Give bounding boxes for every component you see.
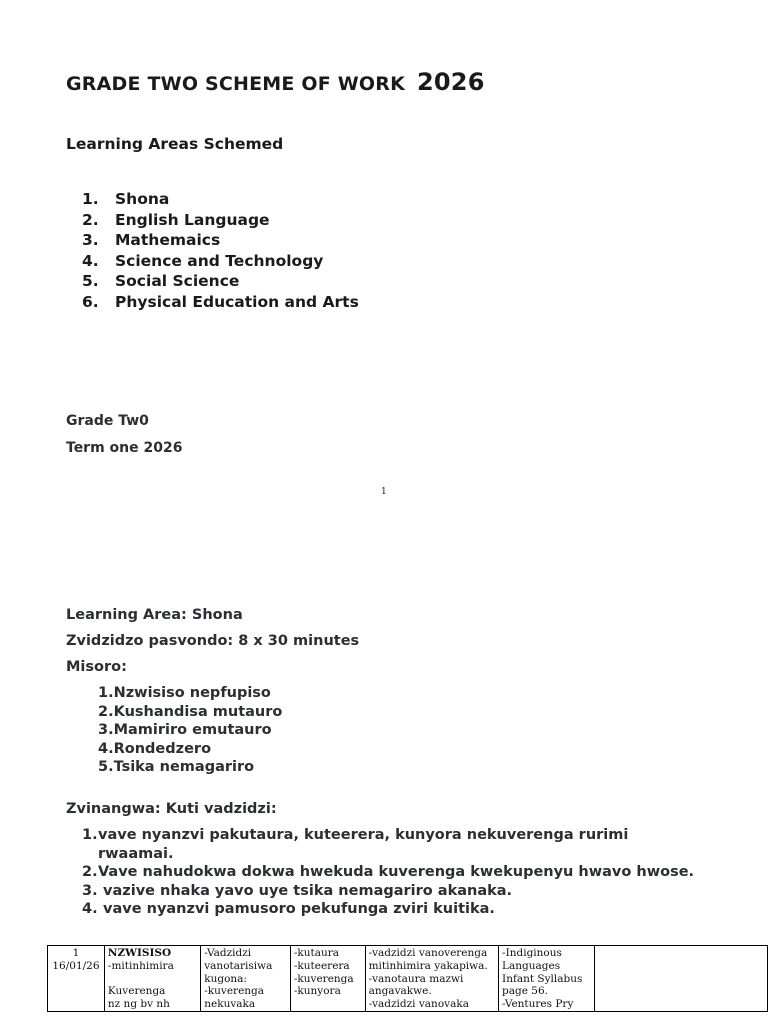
cell-line: mitinhimira yakapiwa.	[368, 959, 488, 972]
title-year: 2026	[417, 68, 485, 96]
cell-line: kugona:	[204, 972, 247, 985]
list-number: 6.	[82, 292, 99, 311]
cell-line: -kuteerera	[293, 959, 350, 972]
periods-label: Zvidzidzo pasvondo: 8 x 30 minutes	[66, 633, 360, 649]
cell-line: page 56.	[502, 985, 548, 998]
topic-item: 1.Nzwisiso nepfupiso	[98, 685, 271, 701]
cell-line: -Vadzidzi	[204, 947, 252, 959]
cell-line: -kuverenga	[204, 985, 265, 998]
learning-areas-heading: Learning Areas Schemed	[66, 135, 284, 153]
content-cell	[290, 946, 365, 1012]
learning-area-item	[82, 230, 359, 251]
week-cell	[48, 946, 105, 1012]
objective-item	[82, 826, 742, 863]
objective-item	[82, 900, 742, 919]
list-number: 1.	[82, 190, 99, 208]
subtopic-2: Kuverenga	[107, 985, 166, 998]
objectives-cell	[201, 946, 291, 1012]
remarks-cell	[595, 946, 768, 1012]
objective-item	[82, 882, 742, 901]
list-number: 5.	[82, 272, 99, 291]
list-label: Science and Technology	[115, 251, 324, 270]
objective-continuation: rwaamai.	[98, 845, 174, 862]
scheme-table	[47, 945, 768, 1012]
week-number: 1	[72, 947, 80, 959]
list-number: 2.	[82, 210, 99, 229]
sounds: nz ng bv nh	[107, 998, 170, 1011]
page-number: 1	[381, 487, 387, 497]
objective-number: 3.	[82, 882, 98, 899]
spacer	[108, 973, 197, 986]
learning-area-item	[82, 292, 359, 313]
cell-line: -vadzidzi vanoverenga	[368, 947, 488, 959]
topic-item: 4.Rondedzero	[98, 740, 212, 757]
cell-line: Infant Syllabus	[502, 972, 583, 985]
cell-line: -Indiginous	[502, 947, 562, 959]
objective-text: Vave nahudokwa dokwa hwekuda kuverenga kwekupenyu hwavo hwose.	[98, 864, 695, 880]
topic-item: 2.Kushandisa mutauro	[98, 703, 283, 720]
list-label: Social Science	[115, 272, 240, 291]
document-title	[66, 68, 485, 96]
table-row	[48, 946, 768, 1012]
cell-line: nekuvaka	[204, 998, 256, 1011]
grade-label: Grade Tw0	[66, 413, 149, 429]
learning-areas-list	[82, 189, 359, 313]
subtopic: -mitinhimira	[107, 959, 174, 972]
learning-area-item	[82, 271, 359, 292]
cell-line: -kutaura	[293, 947, 340, 959]
list-label: Mathemaics	[115, 231, 221, 250]
activities-cell	[365, 946, 498, 1012]
cell-line: -kunyora	[293, 985, 341, 998]
list-number: 4.	[82, 251, 99, 270]
learning-area-label: Learning Area: Shona	[66, 607, 243, 623]
cell-line: -kuverenga	[293, 972, 354, 985]
objective-text: vave nyanzvi pakutaura, kuteerera, kunyora nekuverenga rurimi	[98, 827, 629, 843]
objective-number: 4.	[82, 901, 98, 917]
topic-item: 5.Tsika nemagariro	[98, 759, 255, 776]
title-text: GRADE TWO SCHEME OF WORK	[66, 73, 405, 95]
list-number: 3.	[82, 231, 99, 250]
objective-text: vazive nhaka yavo uye tsika nemagariro akanaka.	[98, 882, 513, 899]
cell-line: -vadzidzi vanovaka	[368, 998, 469, 1011]
topics-heading: Misoro:	[66, 659, 127, 675]
cell-line: Languages	[502, 959, 561, 972]
cell-line: -Ventures Pry	[502, 998, 574, 1011]
objective-text: vave nyanzvi pamusoro pekufunga zviri kuitika.	[98, 901, 495, 917]
learning-area-item	[82, 251, 359, 272]
cell-line: vanotarisiwa	[204, 959, 273, 972]
topics-list	[98, 684, 282, 777]
topic-title: NZWISISO	[107, 947, 172, 959]
cell-line: angavakwe.	[368, 985, 432, 998]
cell-line: -vanotaura mazwi	[368, 972, 464, 985]
term-label: Term one 2026	[66, 440, 183, 456]
learning-area-item	[82, 189, 359, 210]
resources-cell	[499, 946, 595, 1012]
list-label: English Language	[115, 210, 270, 229]
list-label: Physical Education and Arts	[115, 292, 359, 311]
week-date: 16/01/26	[52, 959, 100, 972]
topic-cell	[104, 946, 200, 1012]
list-label: Shona	[115, 190, 170, 208]
learning-area-item	[82, 210, 359, 231]
objective-number: 1.	[82, 827, 98, 843]
objective-number: 2.	[82, 864, 98, 880]
objective-item	[82, 863, 742, 882]
objectives-heading: Zvinangwa: Kuti vadzidzi:	[66, 801, 277, 817]
topic-item: 3.Mamiriro emutauro	[98, 722, 272, 739]
objectives-list	[82, 826, 742, 919]
